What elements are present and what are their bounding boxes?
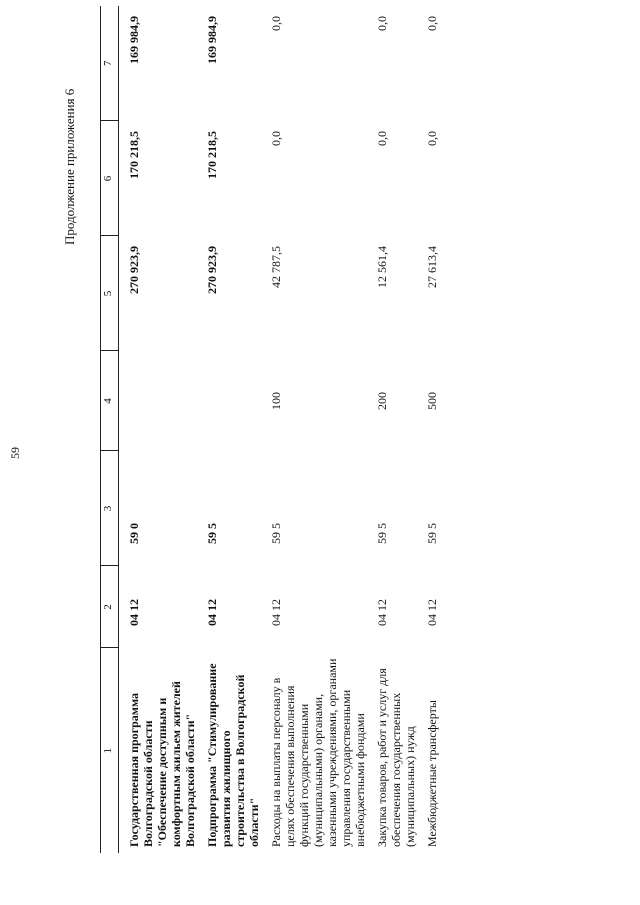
vr-code: 100 bbox=[269, 392, 283, 410]
row-name: Межбюджетные трансферты bbox=[425, 700, 439, 847]
rz-pr-code: 04 12 bbox=[425, 599, 439, 626]
vr-code bbox=[197, 351, 261, 451]
column-number-row bbox=[101, 6, 119, 853]
amount-col-6: 0,0 bbox=[269, 131, 283, 146]
rz-pr-code: 04 12 bbox=[269, 599, 283, 626]
column-number: 6 bbox=[101, 121, 119, 236]
amount-col-5: 12 561,4 bbox=[375, 246, 389, 288]
csr-code: 59 5 bbox=[205, 523, 219, 544]
csr-code: 59 5 bbox=[269, 523, 283, 544]
row-name: Государственная программа Волгоградской области "Обеспечение доступным и комфортным жильем жителей Волгоградской области" bbox=[127, 681, 197, 847]
amount-col-5: 270 923,9 bbox=[205, 246, 219, 294]
amount-col-7: 0,0 bbox=[375, 16, 389, 31]
table-row bbox=[417, 6, 439, 853]
amount-col-7: 169 984,9 bbox=[127, 16, 141, 64]
rz-pr-code: 04 12 bbox=[127, 599, 141, 626]
budget-table bbox=[100, 6, 439, 853]
table-row-program bbox=[119, 6, 198, 853]
amount-col-6: 170 218,5 bbox=[127, 131, 141, 179]
amount-col-5: 27 613,4 bbox=[425, 246, 439, 288]
column-number: 4 bbox=[101, 351, 119, 451]
row-name: Закупка товаров, работ и услуг для обеспечения государственных (муниципальных) нужд bbox=[375, 668, 417, 847]
amount-col-6: 170 218,5 bbox=[205, 131, 219, 179]
amount-col-5: 270 923,9 bbox=[127, 246, 141, 294]
column-number: 5 bbox=[101, 236, 119, 351]
table-row bbox=[261, 6, 367, 853]
rz-pr-code: 04 12 bbox=[375, 599, 389, 626]
rz-pr-code: 04 12 bbox=[205, 599, 219, 626]
amount-col-7: 0,0 bbox=[425, 16, 439, 31]
amount-col-6: 0,0 bbox=[375, 131, 389, 146]
page-number: 59 bbox=[8, 447, 22, 459]
column-number: 2 bbox=[101, 566, 119, 648]
column-number: 3 bbox=[101, 451, 119, 566]
csr-code: 59 0 bbox=[127, 523, 141, 544]
row-name: Подпрограмма "Стимулирование развития жилищного строительства в Волгоградской области" bbox=[205, 663, 261, 847]
vr-code: 500 bbox=[425, 392, 439, 410]
column-number: 7 bbox=[101, 6, 119, 121]
continuation-caption: Продолжение приложения 6 bbox=[62, 88, 77, 245]
row-name: Расходы на выплаты персоналу в целях обеспечения выполнения функций государственными (муниципальными) органами, казенными учреждениями, органами управления государственными внебюджетными фондами bbox=[269, 658, 367, 847]
amount-col-7: 169 984,9 bbox=[205, 16, 219, 64]
amount-col-5: 42 787,5 bbox=[269, 246, 283, 288]
csr-code: 59 5 bbox=[375, 523, 389, 544]
vr-code bbox=[119, 351, 198, 451]
table-row-subprogram bbox=[197, 6, 261, 853]
amount-col-7: 0,0 bbox=[269, 16, 283, 31]
vr-code: 200 bbox=[375, 392, 389, 410]
table-row bbox=[367, 6, 417, 853]
csr-code: 59 5 bbox=[425, 523, 439, 544]
amount-col-6: 0,0 bbox=[425, 131, 439, 146]
column-number: 1 bbox=[101, 648, 119, 853]
